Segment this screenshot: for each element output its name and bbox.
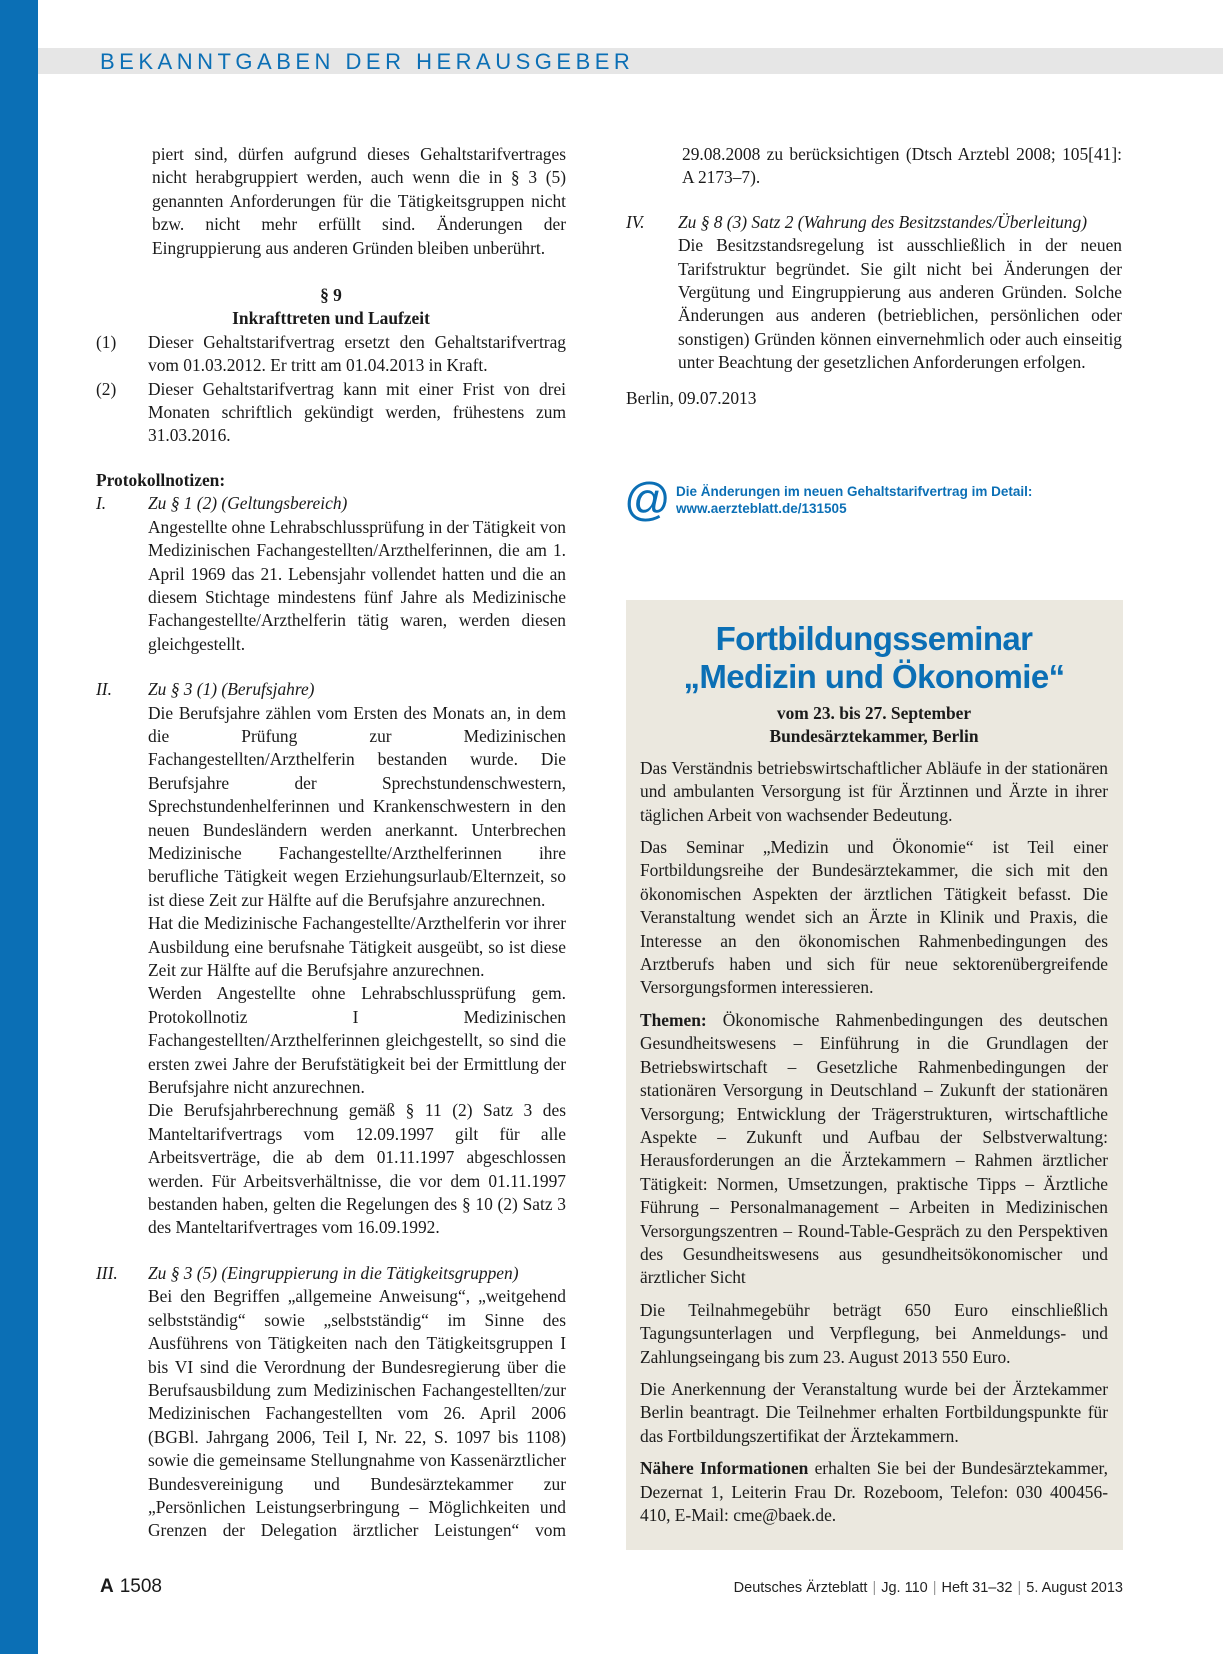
note-paragraph: Angestellte ohne Lehrabschlussprüfung in der Tätigkeit von Medizinischen Fachangestellten/Arzthelferinnen, die am 1. April 1969 das 21. Lebensjahr vollendet hatten und die an diesem Stichtage mindestens fünf Jahre als Medizinische Fachangestellte/Arzthelferin tätig waren, werden diesen gleichgestellt. [148,516,566,654]
journal-name: Deutsches Ärzteblatt [733,1580,868,1596]
page-number-value: 1508 [119,1576,163,1597]
journal-date: 5. August 2013 [1026,1580,1123,1596]
right-column [626,143,1122,410]
paragraph-9-item [96,331,566,378]
left-accent-bar [0,0,38,1654]
page-number [100,1576,162,1598]
note-paragraph: Die Berufsjahrberechnung gemäß § 11 (2) Satz 3 des Manteltarifvertrags vom 12.09.1997 gilt für alle Arbeitsverträge, die ab dem 01.11.1997 abgeschlossen werden. Für Arbeitsverhältnisse, die vor dem 01.11.1997 bestanden haben, gelten die Regelungen des § 10 (2) Satz 3 des Manteltarifvertrages vom 16.09.1992. [148,1100,566,1238]
protocol-note [626,211,1122,375]
topics-text: Ökonomische Rahmenbedingungen des deutschen Gesundheitswesens – Einführung in die Grundlagen der Betriebswirtschaft – Gesetzliche Rahmenbedingungen der stationären Versorgung in Deutschland – Zukunft der stationären Versorgung; Entwicklung der Trägerstrukturen, wirtschaftliche Aspekte – Zukunft und Aufbau der Selbstverwaltung: Herausforderungen an die Ärztekammern – Rahmen ärztlicher Tätigkeit: Normen, Umsetzungen, praktische Tipps – Ärztliche Führung – Personalmanagement – Arbeiten in Medizinischen Versorgungszentren – Round-Table-Gespräch zu den Perspektiven des Gesundheitswesens aus gesundheitsökonomischer und ärztlicher Sicht [640,1009,1108,1288]
seminar-location: Bundesärztekammer, Berlin [769,726,979,747]
signature-place-date: Berlin, 09.07.2013 [626,387,757,408]
web-reference-text: Die Änderungen im neuen Gehaltstarifvertrag im Detail: [676,484,1033,499]
left-column [96,143,566,1543]
continued-paragraph: piert sind, dürfen aufgrund dieses Gehaltstarifvertrages nicht herabgruppiert werden, auch wenn die in § 3 (5) genannten Anforderungen für die Tätigkeitsgruppen nicht bzw. nicht mehr erfüllt sind. Änderungen der Eingruppierung aus anderen Gründen bleiben unberührt. [152,144,566,258]
seminar-fee: Die Teilnahmegebühr beträgt 650 Euro einschließlich Tagungsunterlagen und Verpflegung, bei Anmeldungs- und Zahlungseingang bis zum 23. August 2013 550 Euro. [640,1299,1108,1367]
note-number: II. [96,679,112,700]
section-header: BEKANNTGABEN DER HERAUSGEBER [100,49,635,74]
paragraph-9-number: § 9 [320,285,342,306]
paragraph-9-item [96,378,566,448]
note-paragraph: Werden Angestellte ohne Lehrabschlussprüfung gem. Protokollnotiz I Medizinischen Fachangestellten/Arzthelferinnen gleichgestellt, so sind die ersten zwei Jahre der Berufstätigkeit bei der Ermittlung der Berufsjahre nicht anzurechnen. [148,983,566,1098]
item-text: Dieser Gehaltstarifvertrag kann mit einer Frist von drei Monaten schriftlich gekündigt werden, frühestens zum 31.03.2016. [148,378,566,446]
seminar-box [626,600,1123,1550]
note-paragraph: Die Berufsjahre zählen vom Ersten des Monats an, in dem die Prüfung zur Medizinischen Fachangestellten/Arzthelferin bestanden wurde. Die Berufsjahre der Sprechstundenschwestern, Sprechstundenhelferinnen und Krankenschwestern in den neuen Bundesländern werden anerkannt. Unterbrechen Medizinische Fachangestellte/Arzthelferinnen ihre berufliche Tätigkeit wegen Erziehungsurlaub/Elternzeit, so ist diese Zeit zur Hälfte auf die Berufsjahre anzurechnen. [148,702,566,910]
seminar-title-line-1: Fortbildungsseminar [715,620,1033,657]
item-number: (1) [96,331,117,352]
seminar-title-line-2: „Medizin und Ökonomie“ [683,658,1065,695]
note-paragraph: Bei den Begriffen „allgemeine Anweisung“, „weitgehend selbstständig“ sowie „selbstständig“ im Sinne des Ausführens von Tätigkeiten nach den Tätigkeitsgruppen I bis VI sind die Verordnung der Bundesregierung über die Berufsausbildung zum Medizinischen Fachangestellten/zur Medizinischen Fachangestellten vom 26. April 2006 (BGBl. Jahrgang 2006, Teil I, Nr. 22, S. 1097 bis 1108) sowie die gemeinsame Stellungnahme von Kassenärztlicher Bundesvereinigung und Bundesärztekammer zur „Persönlichen Leistungserbringung – Möglichkeiten und Grenzen der Delegation ärztlicher Leistungen“ vom [148,1286,566,1541]
seminar-accreditation: Die Anerkennung der Veranstaltung wurde bei der Ärztekammer Berlin beantragt. Die Teilnehmer erhalten Fortbildungspunkte für das Fortbildungszertifikat der Ärztekammern. [640,1378,1108,1446]
note-title: Zu § 3 (1) (Berufsjahre) [148,679,315,700]
note-title: Zu § 1 (2) (Geltungsbereich) [148,493,348,514]
journal-footer: Deutsches Ärzteblatt | Jg. 110 | Heft 31–32 | 5. August 2013 [733,1580,1123,1596]
protocol-note [96,1262,566,1543]
continued-paragraph: 29.08.2008 zu berücksichtigen (Dtsch Arztebl 2008; 105[41]: A 2173–7). [682,144,1122,188]
protocol-note [96,678,566,1240]
seminar-contact [640,1457,1108,1527]
web-reference-link[interactable]: www.aerzteblatt.de/131505 [676,501,847,516]
at-sign-icon: @ [624,473,671,525]
seminar-topics [640,1009,1108,1290]
note-number: III. [96,1262,118,1283]
web-reference [624,473,1033,525]
journal-volume: Jg. 110 [881,1580,928,1596]
note-number: IV. [626,211,645,232]
note-title: Zu § 8 (3) Satz 2 (Wahrung des Besitzstandes/Überleitung) [678,211,1087,232]
topics-label: Themen: [640,1009,707,1030]
contact-label: Nähere Informationen [640,1458,809,1479]
item-text: Dieser Gehaltstarifvertrag ersetzt den Gehaltstarifvertrag vom 01.03.2012. Er tritt am 01.04.2013 in Kraft. [148,331,566,376]
contact-text: erhalten Sie bei der Bundesärztekammer, Dezernat 1, Leiterin Frau Dr. Rozeboom, Telefon: 030 400456-410, E-Mail: cme@baek.de. [640,1458,1109,1525]
seminar-date: vom 23. bis 27. September [776,703,972,723]
note-number: I. [96,493,107,514]
protokoll-heading: Protokollnotizen: [96,469,226,490]
page-prefix: A [100,1576,114,1597]
seminar-intro: Das Verständnis betriebswirtschaftlicher Abläufe in der stationären und ambulanten Versorgung ist für Ärztinnen und Ärzte in ihrer täglichen Arbeit von wachsender Bedeutung. [640,757,1108,825]
protocol-note [96,492,566,656]
seminar-description: Das Seminar „Medizin und Ökonomie“ ist Teil einer Fortbildungsreihe der Bundesärztekammer, die sich mit den ökonomischen Aspekten der ärztlichen Tätigkeit befasst. Die Veranstaltung wendet sich an Ärzte in Klinik und Praxis, die Interesse an den ökonomischen Rahmenbedingungen des Arztberufs haben und sich für neue sektorenübergreifende Versorgungsformen interessieren. [640,837,1108,998]
note-title: Zu § 3 (5) (Eingruppierung in die Tätigkeitsgruppen) [148,1262,519,1283]
note-paragraph: Hat die Medizinische Fachangestellte/Arzthelferin vor ihrer Ausbildung eine berufsnahe Tätigkeit ausgeübt, so ist diese Zeit zur Hälfte auf die Berufsjahre anzurechnen. [148,913,566,980]
item-number: (2) [96,378,117,399]
note-paragraph: Die Besitzstandsregelung ist ausschließlich in der neuen Tarifstruktur begründet. Sie gilt nicht bei Änderungen der Vergütung und Eingruppierung aus anderen Gründen. Solche Änderungen aus anderen (betrieblichen, persönlichen oder sonstigen) Gründen können einvernehmlich oder auch einseitig unter Beachtung der gesetzlichen Anforderungen erfolgen. [678,235,1122,373]
journal-issue: Heft 31–32 [941,1580,1013,1596]
paragraph-9-title: Inkrafttreten und Laufzeit [232,308,430,329]
